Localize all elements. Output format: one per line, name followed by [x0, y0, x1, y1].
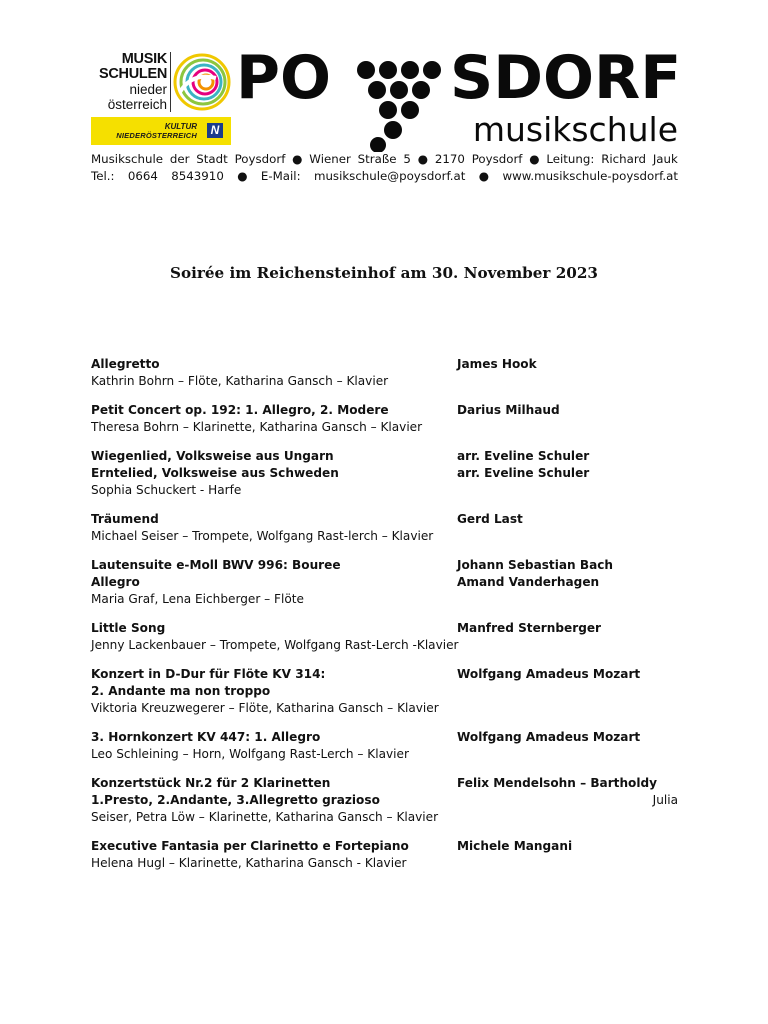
- program-item: [91, 402, 678, 436]
- composer-name: Felix Mendelsohn – Bartholdy: [457, 776, 658, 790]
- composer-name: Johann Sebastian Bach: [457, 558, 614, 572]
- program-item: [91, 838, 678, 872]
- performers-text: Theresa Bohrn – Klarinette, Katharina Gansch – Klavier: [91, 420, 423, 434]
- program-row: [91, 511, 678, 528]
- program-item: [91, 620, 678, 654]
- performers-row: [91, 746, 678, 763]
- program-row: [91, 683, 678, 700]
- document-title: Soirée im Reichensteinhof am 30. November 2023: [169, 264, 598, 282]
- piece-title: Träumend: [91, 512, 159, 526]
- composer-name: Darius Milhaud: [457, 403, 560, 417]
- performers-text: Seiser, Petra Löw – Klarinette, Katharina Gansch – Klavier: [91, 810, 439, 824]
- piece-title: Wiegenlied, Volksweise aus Ungarn: [91, 449, 334, 463]
- performers-text: Jenny Lackenbauer – Trompete, Wolfgang Rast-Lerch -Klavier: [91, 638, 459, 652]
- composer-name: Wolfgang Amadeus Mozart: [457, 730, 641, 744]
- performers-text: Sophia Schuckert - Harfe: [91, 483, 242, 497]
- piece-title: Konzert in D-Dur für Flöte KV 314:: [91, 667, 326, 681]
- performer-first-name-overflow: Julia: [652, 793, 678, 807]
- piece-title: Little Song: [91, 621, 166, 635]
- performers-row: [91, 482, 678, 499]
- grape-cluster-icon: [348, 52, 448, 152]
- logo-line-oesterreich: österreich: [107, 97, 167, 112]
- address-word: musikschule@poysdorf.at: [313, 169, 466, 183]
- address-word: www.musikschule-poysdorf.at: [502, 169, 678, 183]
- address-word: Stadt: [196, 152, 228, 166]
- kultur-label: KULTUR: [164, 122, 197, 131]
- composer-name: arr. Eveline Schuler: [457, 466, 590, 480]
- address-word: Jauk: [652, 152, 678, 166]
- composer-name: Wolfgang Amadeus Mozart: [457, 667, 641, 681]
- program-row: [91, 666, 678, 683]
- performers-row: [91, 855, 678, 872]
- performers-row: [91, 809, 678, 826]
- address-word: Tel.:: [91, 169, 115, 183]
- program-item: [91, 729, 678, 763]
- program-item: [91, 448, 678, 499]
- piece-title: Lautensuite e-Moll BWV 996: Bouree: [91, 558, 341, 572]
- composer-name: Gerd Last: [457, 512, 523, 526]
- performers-row: [91, 591, 678, 608]
- brand-name-part1: PO: [236, 43, 331, 113]
- composer-name: arr. Eveline Schuler: [457, 449, 590, 463]
- program-row: [91, 356, 678, 373]
- composer-name: Michele Mangani: [457, 839, 573, 853]
- logo-line-nieder: nieder: [129, 82, 167, 97]
- brand-name-part2: SDORF: [450, 43, 682, 113]
- piece-title: 3. Hornkonzert KV 447: 1. Allegro: [91, 730, 321, 744]
- address-word: 5: [403, 152, 411, 166]
- performers-row: [91, 637, 678, 654]
- performers-text: Maria Graf, Lena Eichberger – Flöte: [91, 592, 304, 606]
- program-item: [91, 557, 678, 608]
- bullet-separator: ●: [292, 152, 303, 166]
- program-row: [91, 620, 678, 637]
- address-word: 2170: [434, 152, 465, 166]
- program-item: [91, 666, 678, 717]
- piece-title: Petit Concert op. 192: 1. Allegro, 2. Modere: [91, 403, 389, 417]
- logo-divider: [170, 52, 171, 112]
- piece-title: Allegro: [91, 575, 140, 589]
- poysdorf-wordmark: [236, 42, 682, 149]
- program-row: [91, 729, 678, 746]
- address-word: 8543910: [171, 169, 224, 183]
- address-word: Poysdorf: [234, 152, 286, 166]
- piece-title: Allegretto: [91, 357, 160, 371]
- performers-text: Viktoria Kreuzwegerer – Flöte, Katharina Gansch – Klavier: [91, 701, 439, 715]
- address-word: 0664: [127, 169, 158, 183]
- program-item: [91, 356, 678, 390]
- program-row: [91, 792, 678, 809]
- address-word: Straße: [357, 152, 397, 166]
- performers-text: Kathrin Bohrn – Flöte, Katharina Gansch – Klavier: [91, 374, 389, 388]
- address-word: Wiener: [309, 152, 351, 166]
- address-word: Musikschule: [91, 152, 164, 166]
- address-word: der: [169, 152, 190, 166]
- musikschulen-logo: [91, 52, 167, 112]
- performers-row: [91, 373, 678, 390]
- address-word: Leitung:: [546, 152, 595, 166]
- contact-line: [91, 169, 678, 183]
- swirl-logo-icon: [172, 52, 232, 112]
- program-row: [91, 402, 678, 419]
- program-item: [91, 511, 678, 545]
- program-row: [91, 448, 678, 465]
- piece-title: Erntelied, Volksweise aus Schweden: [91, 466, 339, 480]
- brand-subtitle: musikschule: [472, 110, 678, 149]
- address-line: [91, 152, 678, 166]
- program-row: [91, 775, 678, 792]
- performers-text: Michael Seiser – Trompete, Wolfgang Rast-lerch – Klavier: [91, 529, 434, 543]
- noe-n-icon: N: [207, 123, 223, 138]
- address-word: E-Mail:: [260, 169, 301, 183]
- address-word: Poysdorf: [471, 152, 523, 166]
- performers-row: [91, 419, 678, 436]
- program-row: [91, 557, 678, 574]
- piece-title: 2. Andante ma non troppo: [91, 684, 271, 698]
- address-word: Richard: [601, 152, 646, 166]
- piece-title: Konzertstück Nr.2 für 2 Klarinetten: [91, 776, 331, 790]
- program-item: [91, 775, 678, 826]
- performers-text: Helena Hugl – Klarinette, Katharina Gansch - Klavier: [91, 856, 407, 870]
- kultur-niederoesterreich-badge: [91, 117, 231, 145]
- program-row: [91, 838, 678, 855]
- performers-text: Leo Schleining – Horn, Wolfgang Rast-Lerch – Klavier: [91, 747, 409, 761]
- bullet-separator: ●: [478, 169, 490, 183]
- performers-row: [91, 700, 678, 717]
- composer-name: James Hook: [457, 357, 537, 371]
- program-row: [91, 465, 678, 482]
- logo-line-schulen: SCHULEN: [99, 66, 167, 82]
- bullet-separator: ●: [417, 152, 429, 166]
- bullet-separator: ●: [529, 152, 540, 166]
- niederoesterreich-label: NIEDERÖSTERREICH: [116, 131, 197, 140]
- bullet-separator: ●: [237, 169, 248, 183]
- piece-title: 1.Presto, 2.Andante, 3.Allegretto grazioso: [91, 793, 380, 807]
- performers-row: [91, 528, 678, 545]
- program-row: [91, 574, 678, 591]
- composer-name: Amand Vanderhagen: [457, 575, 600, 589]
- logo-line-musik: MUSIK: [121, 51, 167, 67]
- composer-name: Manfred Sternberger: [457, 621, 602, 635]
- piece-title: Executive Fantasia per Clarinetto e Fortepiano: [91, 839, 409, 853]
